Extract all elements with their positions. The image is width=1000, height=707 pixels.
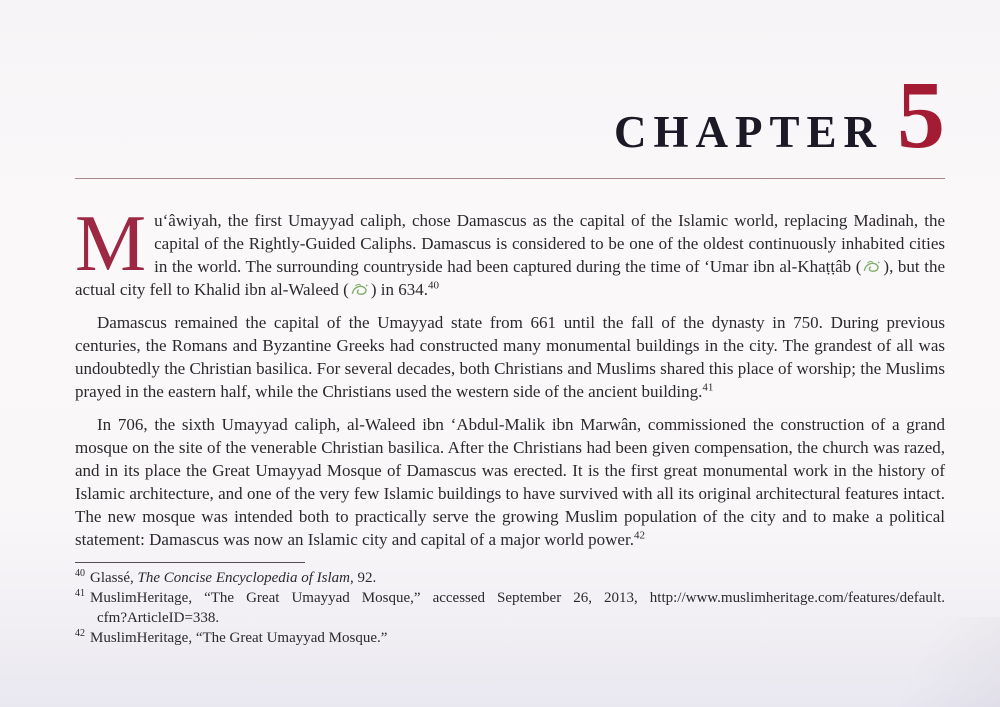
page-content [75,0,945,648]
footnote-41-line-2: cfm?ArticleID=338. [97,610,220,626]
footnote-text: MuslimHeritage, “The Great Umayyad Mosque.” [90,630,388,646]
drop-cap: M [75,200,147,288]
radiallahu-anhu-icon [349,281,371,297]
heading-rule [75,178,945,179]
paragraph-3-text: In 706, the sixth Umayyad caliph, al-Waleed ibn ‘Abdul-Malik ibn Marwân, commissioned the construction of a grand mosque on the site of the venerable Christian basilica. After the Christians had been given compensation, the church was razed, and in its place the Great Umayyad Mosque of Damascus was erected. It is the first great monumental work in the history of Islamic architecture, and one of the very few Islamic buildings to have survived with all its original architectural features intact. The new mosque was intended both to practically serve the growing Muslim population of the city and to make a political statement: Damascus was now an Islamic city and capital of a major world power. [75,415,945,549]
radiallahu-anhu-icon [861,258,883,274]
footnotes-section [75,562,945,648]
chapter-number: 5 [897,61,945,168]
paragraph-1-text-b: ), but the actual city fell to Khalid ibn al-Waleed ( [75,257,946,299]
footnote-text: , 92. [349,570,377,586]
paragraph-1-text-a: u‘âwiyah, the first Umayyad caliph, chose Damascus as the capital of the Islamic world, replacing Madinah, the capital of the Rightly-Guided Caliphs. Damascus is considered to be one of the oldest continuously inhabited cities in the world. The surrounding countryside had been captured during the time of ‘Umar ibn al-Khaṭṭâb ( [154,211,945,276]
footnote-42 [75,628,945,648]
paragraph-2-text: Damascus remained the capital of the Umayyad state from 661 until the fall of the dynasty in 750. During previous centuries, the Romans and Byzantine Greeks had constructed many monumental buildings in the city. The grandest of all was undoubtedly the Christian basilica. For several decades, both Christians and Muslims shared this place of worship; the Muslims prayed in the eastern half, while the Christians used the western side of the ancient building. [75,313,945,401]
footnote-ref-40: 40 [427,279,439,292]
paragraph-1 [75,200,946,301]
footnote-book-title: The Concise Encyclopedia of Islam [137,570,350,586]
footnote-41-line-1 [75,588,945,608]
footnote-40 [75,568,945,588]
footnote-separator [75,562,305,563]
paragraph-3 [75,413,945,551]
footnote-ref-41: 41 [702,381,714,394]
footnote-number: 42 [75,628,85,639]
paragraph-1-text-c: ) in 634. [370,280,428,299]
footnote-text: MuslimHeritage, “The Great Umayyad Mosque,” accessed September 26, 2013, http://www.muslimheritage.com/features/default. [90,590,945,606]
footnote-41 [75,588,945,628]
chapter-label: CHAPTER [613,107,883,157]
footnote-ref-42: 42 [633,529,645,542]
chapter-heading [75,0,945,168]
body-text [75,200,946,551]
paragraph-2 [75,311,945,403]
footnote-number: 41 [75,588,85,599]
footnote-number: 40 [75,568,85,579]
footnote-text: Glassé, [90,570,138,586]
